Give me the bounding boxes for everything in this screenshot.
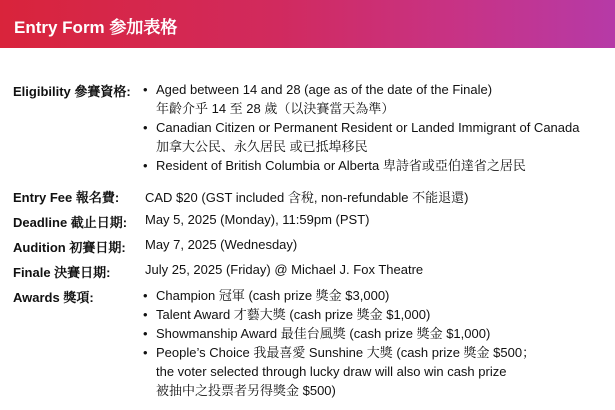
- entry-fee-label: Entry Fee 報名費:: [13, 190, 120, 205]
- list-item-text: Aged between 14 and 28 (age as of the date of the Finale): [156, 82, 493, 97]
- list-item-text: Canadian Citizen or Permanent Resident or Landed Immigrant of Canada: [156, 120, 580, 135]
- audition-label: Audition 初賽日期:: [13, 240, 126, 255]
- deadline-value: May 5, 2025 (Monday), 11:59pm (PST): [145, 212, 370, 227]
- header-banner: [0, 0, 615, 48]
- entry-fee-value: CAD $20 (GST included 含稅, non-refundable 不能退還): [145, 190, 469, 205]
- audition-value: May 7, 2025 (Wednesday): [145, 237, 298, 252]
- eligibility-label: Eligibility 參賽資格:: [13, 84, 131, 99]
- list-item-text: People’s Choice 我最喜愛 Sunshine 大獎 (cash prize 獎金 $500；: [156, 345, 536, 360]
- list-item: [143, 286, 613, 305]
- list-item: [143, 156, 613, 175]
- bullet-icon: •: [143, 345, 148, 360]
- list-item-text: Talent Award 才藝大獎 (cash prize 獎金 $1,000): [156, 307, 431, 322]
- list-item: [143, 118, 613, 156]
- list-item: [143, 324, 613, 343]
- list-item-text: 年齡介乎 14 至 28 歲（以決賽當天為準）: [156, 101, 395, 116]
- finale-label: Finale 決賽日期:: [13, 265, 111, 280]
- bullet-icon: •: [143, 82, 148, 97]
- list-item: [143, 343, 613, 400]
- bullet-icon: •: [143, 326, 148, 341]
- awards-label: Awards 獎項:: [13, 290, 94, 305]
- list-item-text: Resident of British Columbia or Alberta 卑詩省或亞伯達省之居民: [156, 158, 526, 173]
- page-title: Entry Form 参加表格: [14, 18, 178, 37]
- list-item-text: 加拿大公民、永久居民 或已抵埠移民: [156, 139, 368, 154]
- list-item: [143, 80, 613, 118]
- list-item: [143, 305, 613, 324]
- eligibility-list: [143, 80, 613, 175]
- list-item-text: Champion 冠軍 (cash prize 獎金 $3,000): [156, 288, 390, 303]
- bullet-icon: •: [143, 307, 148, 322]
- list-item-text: 被抽中之投票者另得獎金 $500): [156, 383, 336, 398]
- bullet-icon: •: [143, 288, 148, 303]
- finale-value: July 25, 2025 (Friday) @ Michael J. Fox Theatre: [145, 262, 424, 277]
- bullet-icon: •: [143, 120, 148, 135]
- deadline-label: Deadline 截止日期:: [13, 215, 128, 230]
- bullet-icon: •: [143, 158, 148, 173]
- awards-list: [143, 286, 613, 400]
- list-item-text: the voter selected through lucky draw will also win cash prize: [156, 364, 507, 379]
- list-item-text: Showmanship Award 最佳台風獎 (cash prize 獎金 $1,000): [156, 326, 491, 341]
